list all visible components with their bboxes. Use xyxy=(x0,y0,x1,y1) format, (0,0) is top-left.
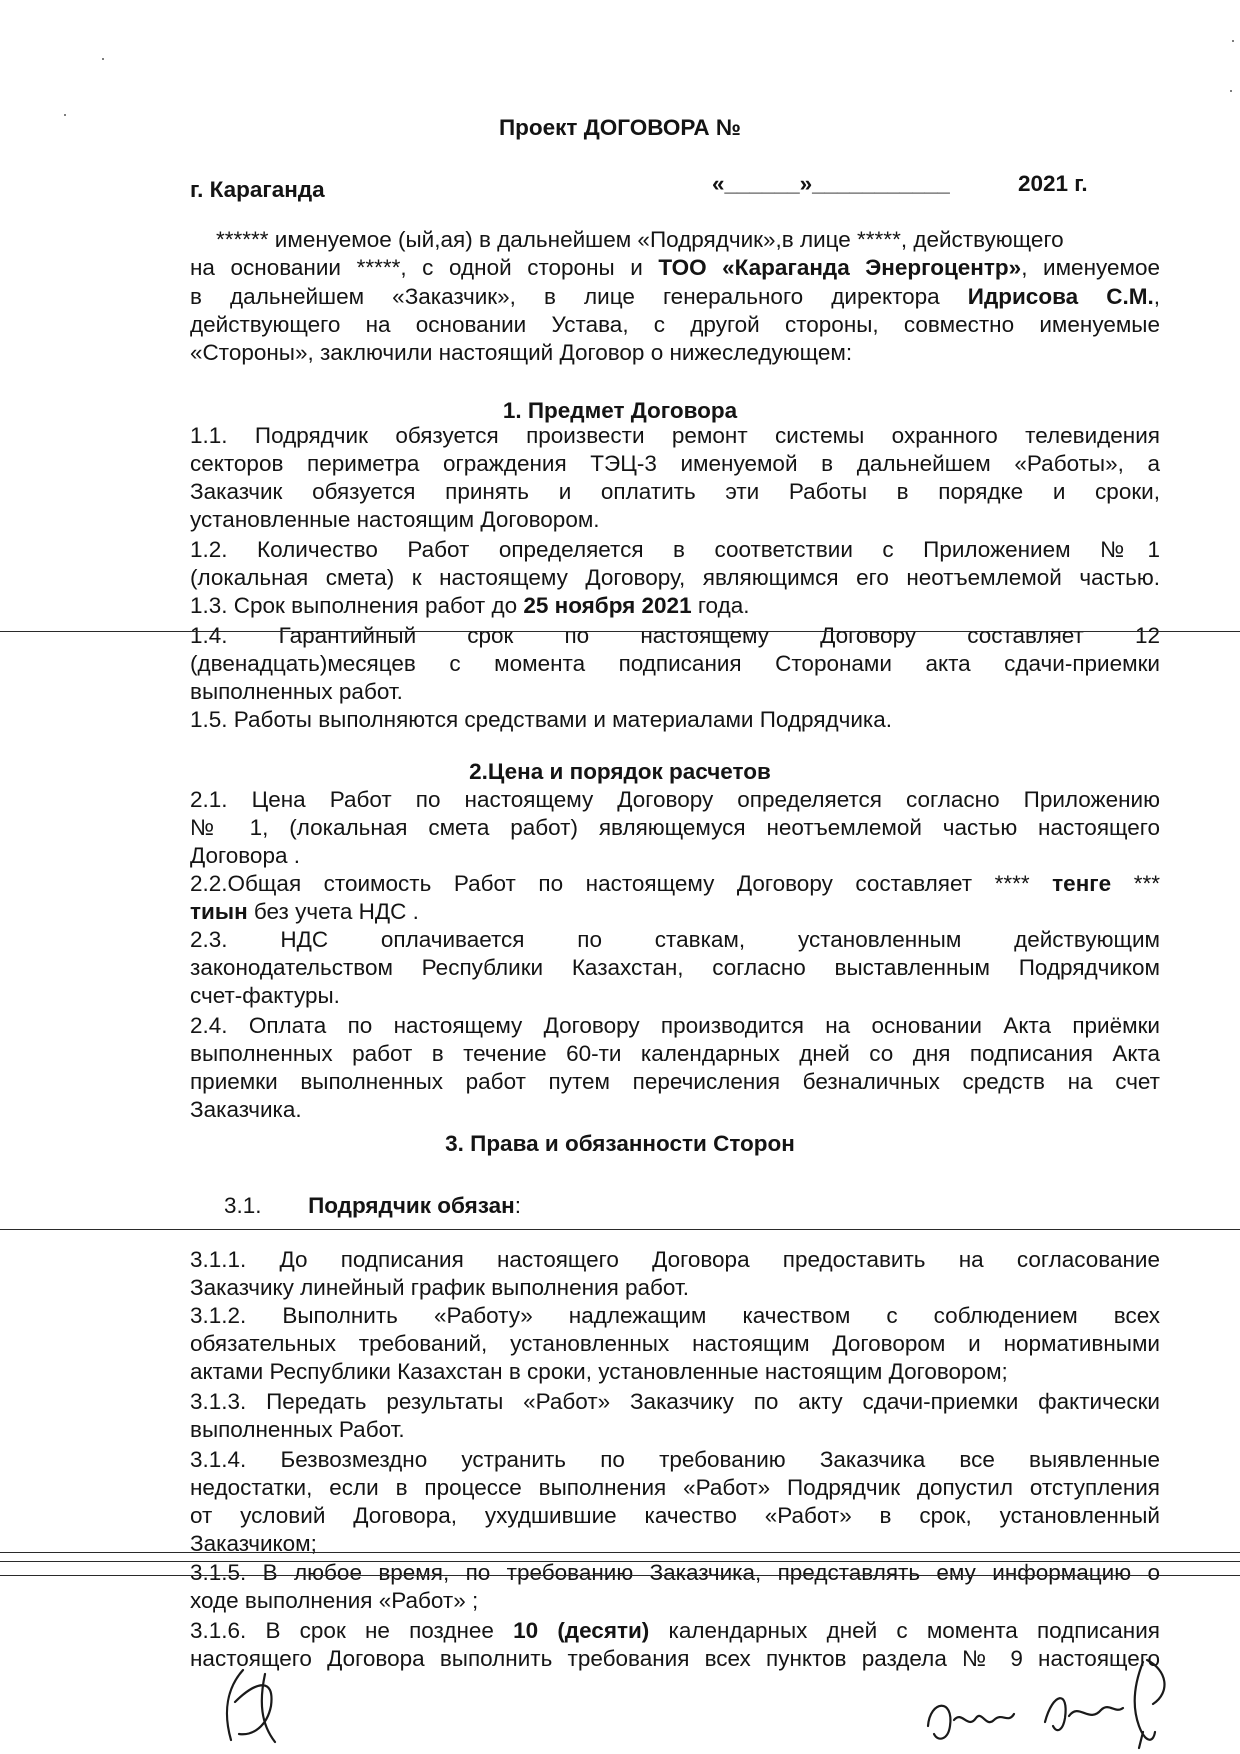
signature-initials-right-1 xyxy=(920,1690,1020,1750)
clause-3-1-6: 3.1.6. В срок не позднее 10 (десяти) календарных дней с момента подписания xyxy=(190,1618,1160,1643)
clause-1-5: 1.5. Работы выполняются средствами и материалами Подрядчика. xyxy=(190,707,893,732)
intro-line-1: ****** именуемое (ый,ая) в дальнейшем «Подрядчик»,в лице *****, действующего xyxy=(216,227,1064,252)
clause-3-1-2-line-2: обязательных требований, установленных настоящим Договором и нормативными xyxy=(190,1331,1160,1356)
clause-3-1-4-line-2: недостатки, если в процессе выполнения «Работ» Подрядчик допустил отступления xyxy=(190,1475,1160,1500)
clause-2-4-line-2: выполненных работ в течение 60-ти календарных дней со дня подписания Акта xyxy=(190,1041,1160,1066)
subsection-3-1-number: 3.1. xyxy=(224,1193,262,1218)
clause-1-1-line-2: секторов периметра ограждения ТЭЦ-3 именуемой в дальнейшем «Работы», а xyxy=(190,451,1160,476)
clause-2-3: 2.3. НДС оплачивается по ставкам, установленным действующим xyxy=(190,927,1160,952)
clause-3-1-4-line-3: от условий Договора, ухудшившие качество «Работ» в срок, установленный xyxy=(190,1503,1160,1528)
clause-2-4: 2.4. Оплата по настоящему Договору производится на основании Акта приёмки xyxy=(190,1013,1160,1038)
city-line: г. Караганда xyxy=(190,177,325,202)
intro-line-4: действующего на основании Устава, с другой стороны, совместно именуемые xyxy=(190,312,1160,337)
intro-line-3: в дальнейшем «Заказчик», в лице генерального директора Идрисова С.М., xyxy=(190,284,1160,309)
clause-3-1-5: 3.1.5. В любое время, по требованию Заказчика, представлять ему информацию о xyxy=(190,1560,1160,1585)
clause-2-3-line-3: счет-фактуры. xyxy=(190,983,340,1008)
clause-3-1-1-line-2: Заказчику линейный график выполнения работ. xyxy=(190,1275,690,1300)
clause-3-1-5-line-2: ходе выполнения «Работ» ; xyxy=(190,1588,479,1613)
clause-3-1-3-line-2: выполненных Работ. xyxy=(190,1417,405,1442)
section-1-heading: 1. Предмет Договора xyxy=(502,398,738,423)
clause-3-1-2: 3.1.2. Выполнить «Работу» надлежащим качеством с соблюдением всех xyxy=(190,1303,1160,1328)
clause-3-1-2-line-3: актами Республики Казахстан в сроки, установленные настоящим Договором; xyxy=(190,1359,1008,1384)
scan-speck xyxy=(1232,40,1234,42)
document-title: Проект ДОГОВОРА № xyxy=(499,115,741,140)
clause-1-4: 1.4. Гарантийный срок по настоящему Договору составляет 12 xyxy=(190,623,1160,648)
scan-speck xyxy=(102,58,104,60)
clause-2-3-line-2: законодательством Республики Казахстан, согласно выставленным Подрядчиком xyxy=(190,955,1160,980)
clause-3-1-4: 3.1.4. Безвозмездно устранить по требованию Заказчика все выявленные xyxy=(190,1447,1160,1472)
subsection-3-1: 3.1. Подрядчик обязан: xyxy=(224,1193,521,1218)
clause-2-1: 2.1. Цена Работ по настоящему Договору определяется согласно Приложению xyxy=(190,787,1160,812)
intro-line-5: «Стороны», заключили настоящий Договор о нижеследующем: xyxy=(190,340,853,365)
clause-2-1-line-2: № 1, (локальная смета работ) являющемуся неотъемлемой частью настоящего xyxy=(190,815,1160,840)
clause-1-1-line-4: установленные настоящим Договором. xyxy=(190,507,600,532)
clause-2-1-line-3: Договора . xyxy=(190,843,300,868)
clause-1-3: 1.3. Срок выполнения работ до 25 ноября 2021 года. xyxy=(190,593,750,618)
clause-1-1: 1.1. Подрядчик обязуется произвести ремонт системы охранного телевидения xyxy=(190,423,1160,448)
signature-initials-left xyxy=(205,1662,305,1748)
clause-2-2-line-2: тиын без учета НДС . xyxy=(190,899,419,924)
section-3-heading: 3. Права и обязанности Сторон xyxy=(445,1131,795,1156)
clause-3-1-1: 3.1.1. До подписания настоящего Договора предоставить на согласование xyxy=(190,1247,1160,1272)
signature-initials-right-2 xyxy=(1035,1652,1185,1752)
clause-2-2: 2.2.Общая стоимость Работ по настоящему Договору составляет **** тенге *** xyxy=(190,871,1160,896)
scan-line xyxy=(0,1575,1240,1576)
clause-2-4-line-4: Заказчика. xyxy=(190,1097,302,1122)
year: 2021 г. xyxy=(1018,171,1088,196)
scan-line xyxy=(0,1229,1240,1230)
date-field: «______»___________ xyxy=(712,171,950,196)
clause-3-1-6-line-2: настоящего Договора выполнить требования всех пунктов раздела № 9 настоящего xyxy=(190,1646,1160,1671)
clause-1-2-line-2: (локальная смета) к настоящему Договору, являющимся его неотъемлемой частью. xyxy=(190,565,1160,590)
scan-speck xyxy=(1230,90,1232,92)
section-2-heading: 2.Цена и порядок расчетов xyxy=(469,759,771,784)
scan-line xyxy=(0,631,1240,632)
scan-line xyxy=(0,1561,1240,1562)
clause-3-1-3: 3.1.3. Передать результаты «Работ» Заказчику по акту сдачи-приемки фактически xyxy=(190,1389,1160,1414)
clause-1-4-line-2: (двенадцать)месяцев с момента подписания Сторонами акта сдачи-приемки xyxy=(190,651,1160,676)
intro-line-2: на основании *****, с одной стороны и ТОО «Караганда Энергоцентр», именуемое xyxy=(190,255,1160,280)
clause-1-4-line-3: выполненных работ. xyxy=(190,679,403,704)
scan-line xyxy=(0,1552,1240,1553)
subsection-3-1-title: Подрядчик обязан xyxy=(308,1193,515,1218)
clause-2-4-line-3: приемки выполненных работ путем перечисления безналичных средств на счет xyxy=(190,1069,1160,1094)
clause-3-1-4-line-4: Заказчиком; xyxy=(190,1531,317,1556)
clause-1-1-line-3: Заказчик обязуется принять и оплатить эти Работы в порядке и сроки, xyxy=(190,479,1160,504)
clause-1-2: 1.2. Количество Работ определяется в соответствии с Приложением №1 xyxy=(190,537,1160,562)
